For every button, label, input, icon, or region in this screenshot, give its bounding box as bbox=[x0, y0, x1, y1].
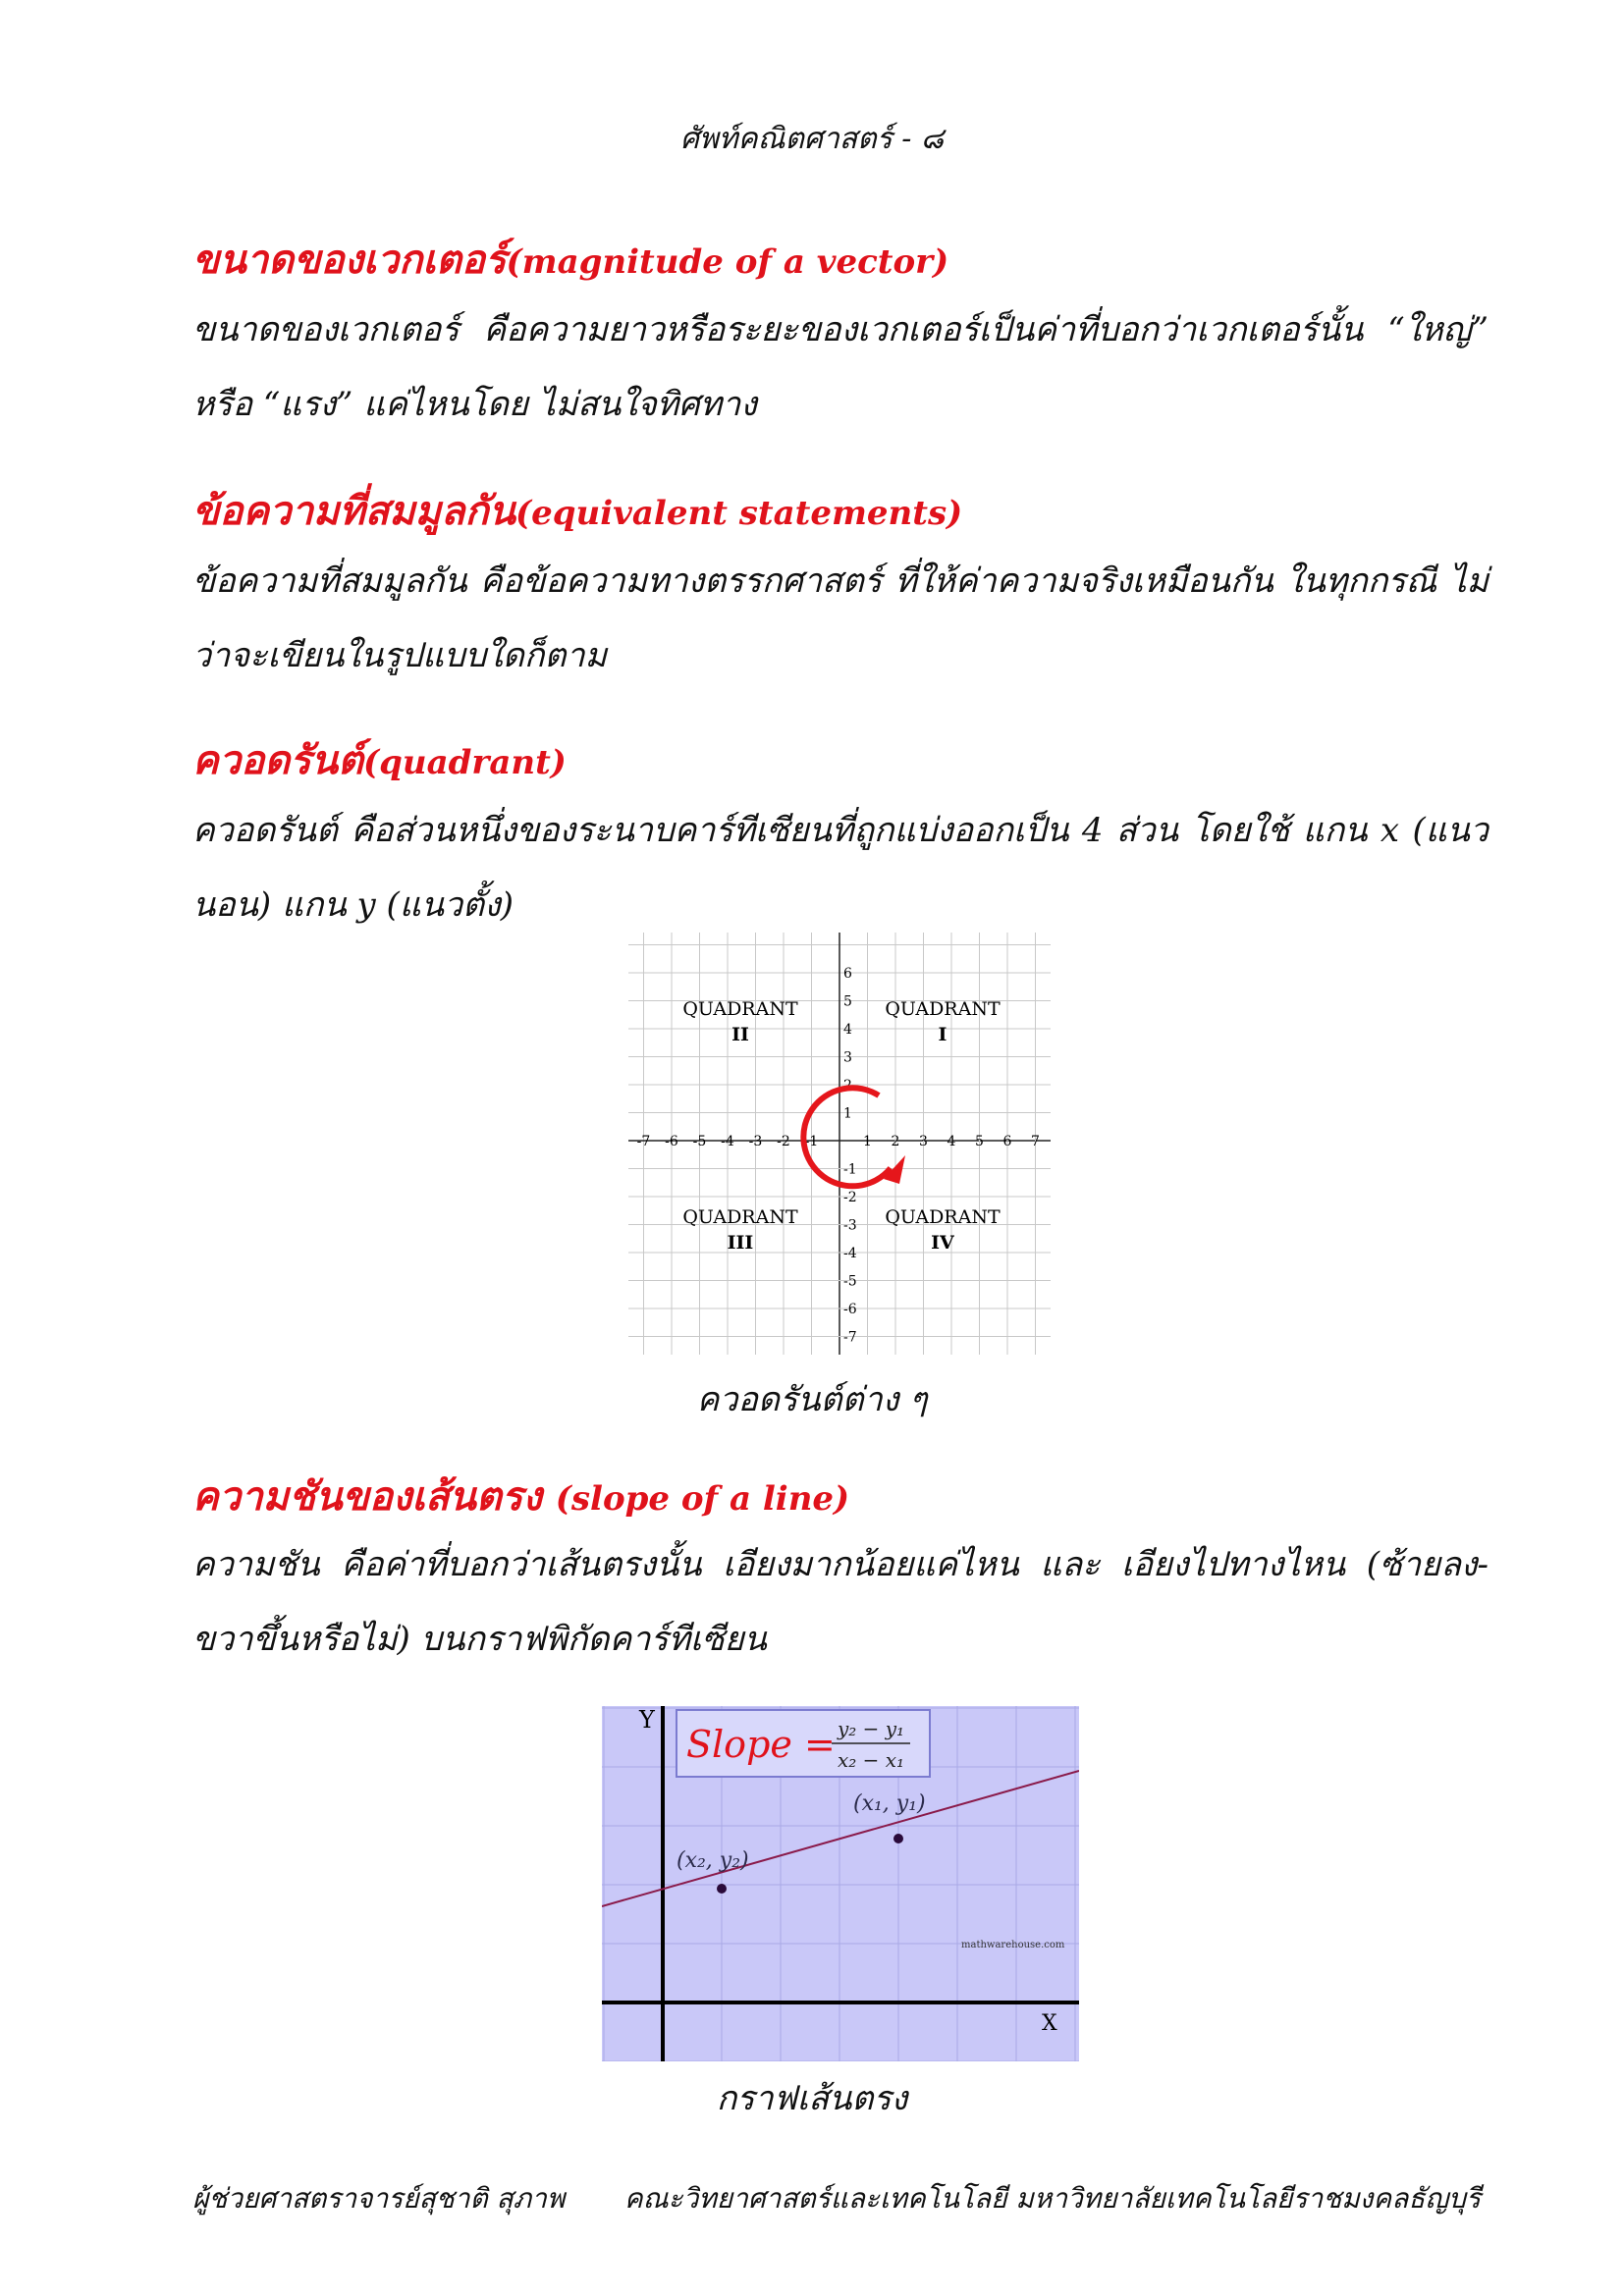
quadrant-iv-numeral: IV bbox=[931, 1232, 954, 1254]
x-tick-label: 1 bbox=[863, 1134, 872, 1149]
quadrant-ii-label: QUADRANT bbox=[682, 998, 798, 1020]
heading-english: (slope of a line) bbox=[555, 1479, 850, 1519]
x-tick-label: -7 bbox=[636, 1134, 651, 1149]
point-x2-y2-label: (x₂, y₂) bbox=[677, 1848, 749, 1873]
quadrant-iv-label: QUADRANT bbox=[885, 1206, 1001, 1228]
section-body-slope: ความชัน คือค่าที่บอกว่าเส้นตรงนั้น เอียงมากน้อยแค่ไหน และ เอียงไปทางไหน (ซ้ายลง-ขวาขึ้นหรือไม่) บนกราฟพิกัดคาร์ทีเซียน bbox=[192, 1545, 1489, 1659]
section-heading-magnitude bbox=[192, 228, 948, 291]
quadrant-caption: ควอดรันต์ต่าง ๆ bbox=[696, 1380, 928, 1419]
point-x1-y1 bbox=[893, 1834, 903, 1843]
x-axis-label: X bbox=[1042, 2011, 1057, 2036]
x-tick-label: 6 bbox=[1002, 1134, 1012, 1149]
formula-word: Slope = bbox=[686, 1723, 836, 1766]
x-tick-label: -3 bbox=[748, 1134, 763, 1149]
y-tick-label: -5 bbox=[843, 1273, 857, 1290]
y-tick-label: -1 bbox=[843, 1161, 857, 1178]
footer-institution: คณะวิทยาศาสตร์และเทคโนโลยี มหาวิทยาลัยเทคโนโลยีราชมงคลธัญบุรี bbox=[623, 2182, 1481, 2215]
heading-thai: ขนาดของเวกเตอร์ bbox=[192, 237, 507, 283]
y-tick-label: 2 bbox=[843, 1078, 852, 1094]
section-body-equivalent: ข้อความที่สมมูลกัน คือข้อความทางตรรกศาสตร์ ที่ให้ค่าความจริงเหมือนกัน ในทุกกรณี ไม่ว่าจะเขียนในรูปแบบใดก็ตาม bbox=[192, 561, 1489, 675]
x-tick-label: 2 bbox=[891, 1134, 900, 1149]
y-tick-label: -6 bbox=[843, 1302, 857, 1317]
footer-author: ผู้ช่วยศาสตราจารย์สุชาติ สุภาพ bbox=[192, 2182, 566, 2215]
y-tick-label: 5 bbox=[843, 993, 852, 1010]
y-tick-label: 6 bbox=[843, 966, 852, 982]
section-heading-equivalent bbox=[192, 479, 962, 542]
x-tick-label: -2 bbox=[777, 1134, 790, 1149]
y-tick-label: 3 bbox=[843, 1049, 852, 1066]
x-tick-label: 7 bbox=[1031, 1134, 1040, 1149]
section-body-quadrant: ควอดรันต์ คือส่วนหนึ่งของระนาบคาร์ทีเซียนที่ถูกแบ่งออกเป็น 4 ส่วน โดยใช้ แกน x (แนวนอน) แกน y (แนวตั้ง) bbox=[192, 811, 1489, 925]
quadrant-iii-numeral: III bbox=[727, 1232, 754, 1254]
quadrant-i-label: QUADRANT bbox=[885, 998, 1001, 1020]
formula-numerator: y₂ − y₁ bbox=[837, 1717, 905, 1740]
x-tick-label: 4 bbox=[947, 1134, 956, 1149]
page-header: ศัพท์คณิตศาสตร์ - ๘ bbox=[679, 122, 945, 156]
x-tick-label: 3 bbox=[919, 1134, 928, 1149]
section-heading-quadrant bbox=[192, 728, 567, 791]
slope-caption: กราฟเส้นตรง bbox=[716, 2079, 908, 2118]
y-tick-label: 1 bbox=[843, 1105, 852, 1122]
point-x1-y1-label: (x₁, y₁) bbox=[853, 1791, 926, 1816]
point-x2-y2 bbox=[717, 1884, 727, 1894]
x-tick-label: -4 bbox=[721, 1134, 734, 1149]
heading-thai: ความชันของเส้นตรง bbox=[192, 1473, 542, 1520]
y-tick-label: -3 bbox=[843, 1217, 857, 1234]
formula-denominator: x₂ − x₁ bbox=[837, 1748, 905, 1772]
slope-formula-box bbox=[677, 1710, 930, 1777]
y-tick-label: -4 bbox=[843, 1246, 857, 1261]
quadrant-ii-numeral: II bbox=[731, 1024, 749, 1045]
x-tick-label: -6 bbox=[665, 1134, 678, 1149]
y-axis-label: Y bbox=[639, 1706, 655, 1734]
y-tick-label: -7 bbox=[843, 1329, 857, 1346]
quadrant-iii-label: QUADRANT bbox=[682, 1206, 798, 1228]
quadrant-figure bbox=[628, 933, 1051, 1355]
y-tick-label: -2 bbox=[843, 1190, 857, 1205]
x-tick-label: -1 bbox=[804, 1134, 819, 1149]
watermark: mathwarehouse.com bbox=[961, 1940, 1065, 1950]
x-tick-label: 5 bbox=[975, 1134, 984, 1149]
heading-english: (quadrant) bbox=[363, 743, 567, 782]
heading-thai: ควอดรันต์ bbox=[192, 737, 364, 783]
y-tick-label: 4 bbox=[843, 1022, 852, 1038]
section-body-magnitude: ขนาดของเวกเตอร์ คือความยาวหรือระยะของเวกเตอร์เป็นค่าที่บอกว่าเวกเตอร์นั้น “ใหญ่” หรือ “แรง” แค่ไหนโดย ไม่สนใจทิศทาง bbox=[192, 310, 1489, 424]
heading-english: (magnitude of a vector) bbox=[506, 242, 949, 282]
heading-thai: ข้อความที่สมมูลกัน bbox=[192, 488, 516, 534]
section-heading-slope bbox=[192, 1465, 849, 1527]
slope-figure bbox=[602, 1706, 1079, 2061]
x-tick-label: -5 bbox=[692, 1134, 707, 1149]
heading-english: (equivalent statements) bbox=[515, 494, 963, 533]
quadrant-i-numeral: I bbox=[938, 1024, 947, 1045]
